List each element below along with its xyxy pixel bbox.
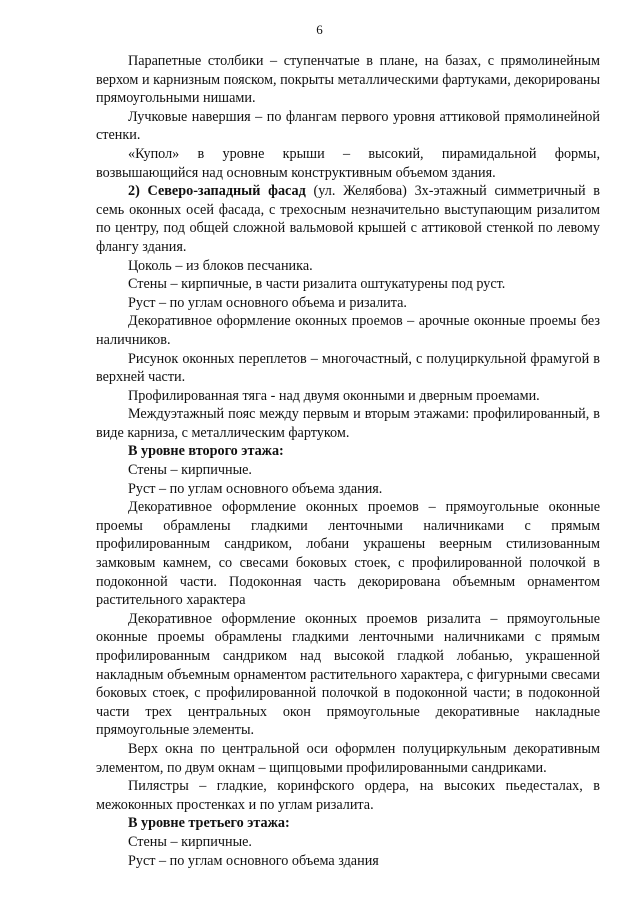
paragraph-text: Пилястры – гладкие, коринфского ордера, на высоких пьедесталах, в межоконных простенках и по углам ризалита. <box>96 778 600 813</box>
paragraph-text: Декоративное оформление оконных проемов – прямоугольные оконные проемы обрамлены гладкими ленточными наличниками с прямым профилированным сандриком, лобани украшены веерным стилизованным замковым камнем, со свесами боковых стоек, с профилированной полочкой в подоконной части. Подоконная часть декорирована объемным орнаментом растительного характера <box>96 499 600 609</box>
paragraph <box>96 275 600 294</box>
paragraph <box>96 294 600 313</box>
section-heading: 2) Северо-западный фасад <box>128 183 306 200</box>
paragraph <box>96 740 600 777</box>
paragraph <box>96 498 600 610</box>
paragraph-text: Стены – кирпичные, в части ризалита оштукатурены под руст. <box>128 276 506 293</box>
paragraph-text: (ул. Желябова) 3х-этажный симметричный в семь оконных осей фасада, с трехосным незначительно выступающим ризалитом по центру, под общей сложной вальмовой крышей с аттиковой стенкой по левому флангу здания. <box>96 183 600 255</box>
paragraph-text: Руст – по углам основного объема здания <box>128 852 379 869</box>
paragraph <box>96 480 600 499</box>
paragraph-text: Декоративное оформление оконных проемов – арочные оконные проемы без наличников. <box>96 313 600 348</box>
paragraph-text: Цоколь – из блоков песчаника. <box>128 257 313 274</box>
paragraph <box>96 257 600 276</box>
subsection-heading <box>96 442 600 461</box>
paragraph-text: «Купол» в уровне крыши – высокий, пирамидальной формы, возвышающийся над основным конструктивным объемом здания. <box>96 145 600 181</box>
page-number: 6 <box>316 22 323 37</box>
paragraph-text: Руст – по углам основного объема здания. <box>128 480 383 497</box>
paragraph-text: Декоративное оформление оконных проемов ризалита – прямоугольные оконные проемы обрамлены гладкими ленточными наличниками с прямым профилированным сандриком над высокой гладкой лобанью, украшенной накладным объемным орнаментом растительного характера, с фигурными свесами боковых стоек, с профилированной полочкой в подоконной части; в подоконной части трех центральных окон прямоугольные декоративные накладные прямоугольные элементы. <box>96 610 600 739</box>
document-body <box>96 52 600 870</box>
paragraph <box>96 108 600 145</box>
paragraph-text: Профилированная тяга - над двумя оконными и дверным проемами. <box>128 387 540 404</box>
paragraph-text: Парапетные столбики – ступенчатые в плане, на базах, с прямолинейным верхом и карнизным пояском, покрыты металлическими фартуками, декорированы прямоугольными нишами. <box>96 53 600 107</box>
paragraph <box>96 145 600 182</box>
paragraph-text: Верх окна по центральной оси оформлен полуциркульным декоративным элементом, по двум окнам – щипцовыми профилированными сандриками. <box>96 740 600 776</box>
paragraph-text: Руст – по углам основного объема и ризалита. <box>128 294 407 311</box>
paragraph-text: Рисунок оконных переплетов – многочастный, с полуциркульной фрамугой в верхней части. <box>96 350 600 386</box>
subsection-heading-text: В уровне второго этажа: <box>128 443 284 460</box>
paragraph-text: Междуэтажный пояс между первым и вторым этажами: профилированный, в виде карниза, с металлическим фартуком. <box>96 406 600 441</box>
paragraph-text: Стены – кирпичные. <box>128 833 252 850</box>
paragraph <box>96 387 600 406</box>
paragraph <box>96 182 600 256</box>
paragraph <box>96 461 600 480</box>
paragraph <box>96 833 600 852</box>
paragraph <box>96 350 600 387</box>
paragraph-text: Лучковые навершия – по флангам первого уровня аттиковой прямолинейной стенки. <box>96 108 600 144</box>
paragraph <box>96 610 600 740</box>
paragraph <box>96 852 600 871</box>
subsection-heading <box>96 814 600 833</box>
paragraph <box>96 777 600 814</box>
paragraph <box>96 312 600 349</box>
subsection-heading-text: В уровне третьего этажа: <box>128 815 290 832</box>
paragraph <box>96 405 600 442</box>
paragraph <box>96 52 600 108</box>
paragraph-text: Стены – кирпичные. <box>128 462 252 479</box>
